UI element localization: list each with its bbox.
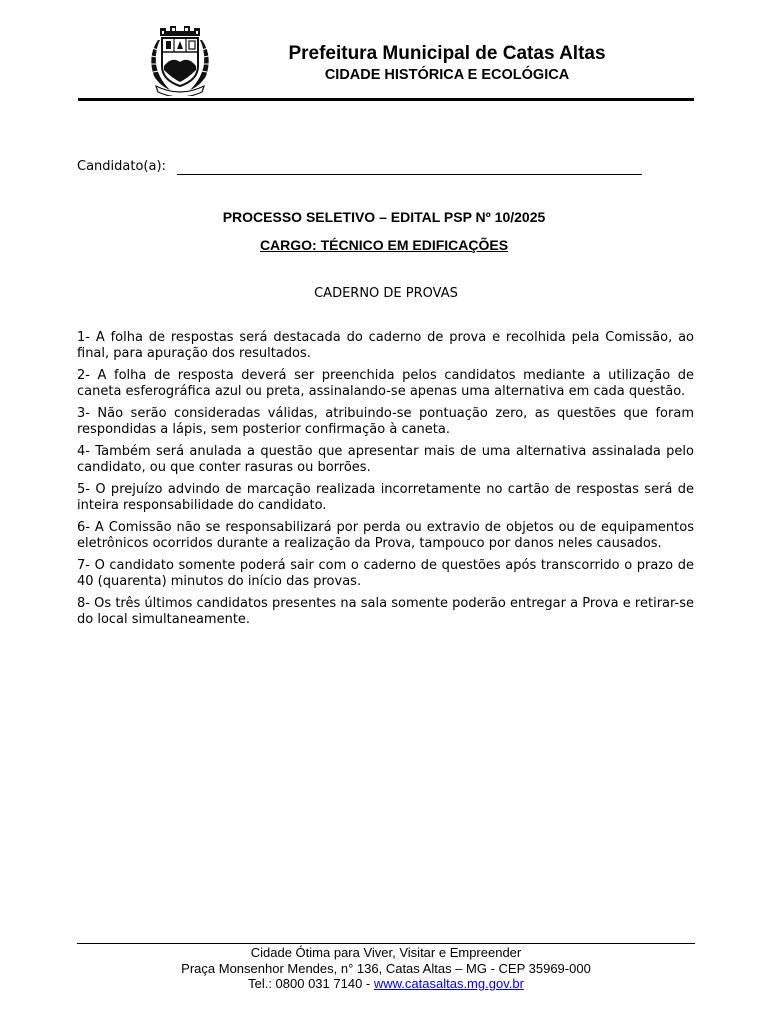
footer-divider: [77, 943, 695, 944]
candidate-label: Candidato(a):: [77, 159, 166, 174]
instructions-list: [77, 330, 694, 634]
instruction-item: 1- A folha de respostas será destacada do caderno de prova e recolhida pela Comissão, ao final, para apuração dos resultados.: [77, 330, 694, 361]
footer-address: Praça Monsenhor Mendes, n° 136, Catas Altas – MG - CEP 35969-000: [181, 961, 591, 976]
instruction-item: 8- Os três últimos candidatos presentes na sala somente poderão entregar a Prova e retirar-se do local simultaneamente.: [77, 596, 694, 627]
municipal-coat-of-arms-icon: [144, 22, 216, 96]
position-title: [0, 236, 768, 254]
position-title-text: CARGO: TÉCNICO EM EDIFICAÇÕES: [259, 237, 509, 253]
candidate-name-line[interactable]: [177, 174, 642, 175]
footer-contact: [0, 976, 768, 992]
footer-slogan: Cidade Ótima para Viver, Visitar e Empreender: [250, 945, 522, 960]
instruction-item: 5- O prejuízo advindo de marcação realizada incorretamente no cartão de respostas será de inteira responsabilidade do candidato.: [77, 482, 694, 513]
instruction-item: 2- A folha de resposta deverá ser preenchida pelos candidatos mediante a utilização de caneta esferográfica azul ou preta, assinalando-se apenas uma alternativa em cada questão.: [77, 368, 694, 399]
instruction-item: 7- O candidato somente poderá sair com o caderno de questões após transcorrido o prazo de 40 (quarenta) minutos do início das provas.: [77, 558, 694, 589]
process-title: PROCESSO SELETIVO – EDITAL PSP Nº 10/2025: [222, 209, 546, 225]
footer-phone: Tel.: 0800 031 7140 -: [248, 976, 374, 991]
instruction-item: 6- A Comissão não se responsabilizará por perda ou extravio de objetos ou de equipamentos eletrônicos ocorridos durante a realização da Prova, tampouco por danos neles causados.: [77, 520, 694, 551]
footer-website-link[interactable]: www.catasaltas.mg.gov.br: [373, 976, 524, 991]
header-subtitle: CIDADE HISTÓRICA E ECOLÓGICA: [324, 67, 570, 83]
header-divider: [78, 98, 694, 101]
instruction-item: 4- Também será anulada a questão que apresentar mais de uma alternativa assinalada pelo candidato, ou que conter rasuras ou borrões.: [77, 444, 694, 475]
header-title: Prefeitura Municipal de Catas Altas: [288, 43, 606, 64]
booklet-title: CADERNO DE PROVAS: [314, 286, 458, 301]
instruction-item: 3- Não serão consideradas válidas, atribuindo-se pontuação zero, as questões que foram respondidas a lápis, sem posterior confirmação à caneta.: [77, 406, 694, 437]
